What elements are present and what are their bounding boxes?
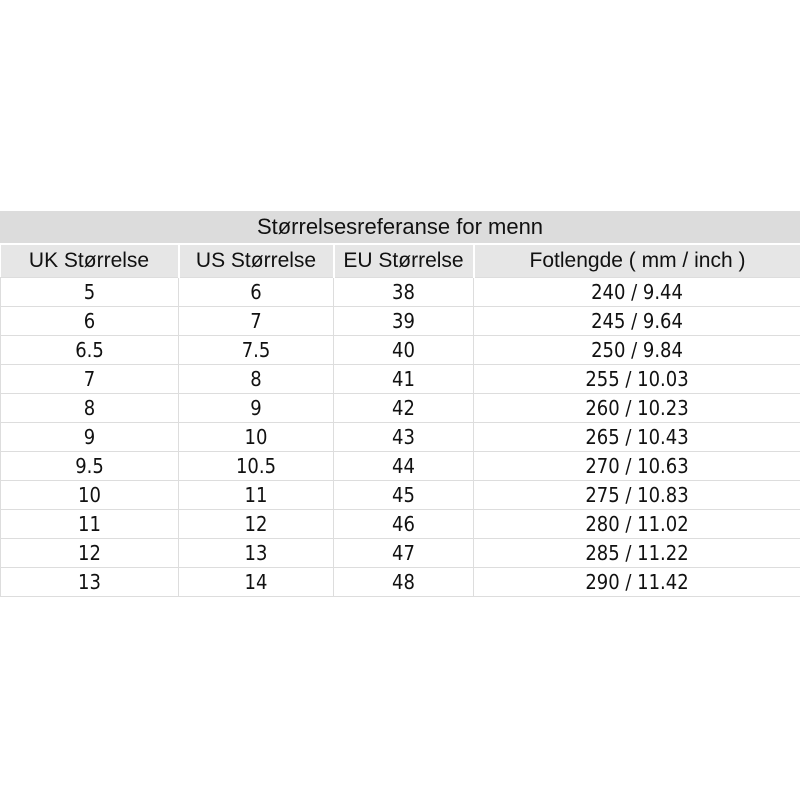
- us-size-cell: 7.5: [179, 336, 334, 365]
- uk-size-cell: 9.5: [1, 452, 179, 481]
- uk-size-cell: 7: [1, 365, 179, 394]
- uk-size-cell: 8: [1, 394, 179, 423]
- table-row: [1, 452, 800, 481]
- foot-length-cell: 250 / 9.84: [474, 336, 800, 365]
- size-table: [0, 243, 800, 597]
- foot-length-cell: 285 / 11.22: [474, 539, 800, 568]
- header-eu-size: EU Størrelse: [334, 244, 474, 278]
- foot-length-cell: 245 / 9.64: [474, 307, 800, 336]
- table-row: [1, 481, 800, 510]
- table-row: [1, 568, 800, 597]
- uk-size-cell: 13: [1, 568, 179, 597]
- header-uk-size: UK Størrelse: [1, 244, 179, 278]
- eu-size-cell: 41: [334, 365, 474, 394]
- header-row: [1, 244, 800, 278]
- foot-length-cell: 255 / 10.03: [474, 365, 800, 394]
- table-row: [1, 365, 800, 394]
- us-size-cell: 12: [179, 510, 334, 539]
- eu-size-cell: 40: [334, 336, 474, 365]
- eu-size-cell: 44: [334, 452, 474, 481]
- header-foot-length: Fotlengde ( mm / inch ): [474, 244, 800, 278]
- us-size-cell: 9: [179, 394, 334, 423]
- us-size-cell: 6: [179, 278, 334, 307]
- foot-length-cell: 270 / 10.63: [474, 452, 800, 481]
- eu-size-cell: 43: [334, 423, 474, 452]
- eu-size-cell: 42: [334, 394, 474, 423]
- us-size-cell: 13: [179, 539, 334, 568]
- uk-size-cell: 11: [1, 510, 179, 539]
- uk-size-cell: 10: [1, 481, 179, 510]
- eu-size-cell: 39: [334, 307, 474, 336]
- foot-length-cell: 265 / 10.43: [474, 423, 800, 452]
- table-row: [1, 336, 800, 365]
- uk-size-cell: 6: [1, 307, 179, 336]
- foot-length-cell: 240 / 9.44: [474, 278, 800, 307]
- us-size-cell: 14: [179, 568, 334, 597]
- uk-size-cell: 6.5: [1, 336, 179, 365]
- us-size-cell: 10.5: [179, 452, 334, 481]
- table-row: [1, 394, 800, 423]
- eu-size-cell: 47: [334, 539, 474, 568]
- table-body: [1, 278, 800, 597]
- eu-size-cell: 38: [334, 278, 474, 307]
- size-chart: [0, 211, 800, 597]
- table-row: [1, 278, 800, 307]
- table-row: [1, 539, 800, 568]
- chart-title: Størrelsesreferanse for menn: [0, 211, 800, 243]
- foot-length-cell: 275 / 10.83: [474, 481, 800, 510]
- uk-size-cell: 9: [1, 423, 179, 452]
- table-row: [1, 307, 800, 336]
- us-size-cell: 11: [179, 481, 334, 510]
- us-size-cell: 8: [179, 365, 334, 394]
- table-row: [1, 423, 800, 452]
- uk-size-cell: 5: [1, 278, 179, 307]
- table-row: [1, 510, 800, 539]
- us-size-cell: 10: [179, 423, 334, 452]
- eu-size-cell: 46: [334, 510, 474, 539]
- foot-length-cell: 290 / 11.42: [474, 568, 800, 597]
- us-size-cell: 7: [179, 307, 334, 336]
- header-us-size: US Størrelse: [179, 244, 334, 278]
- foot-length-cell: 260 / 10.23: [474, 394, 800, 423]
- eu-size-cell: 48: [334, 568, 474, 597]
- foot-length-cell: 280 / 11.02: [474, 510, 800, 539]
- eu-size-cell: 45: [334, 481, 474, 510]
- uk-size-cell: 12: [1, 539, 179, 568]
